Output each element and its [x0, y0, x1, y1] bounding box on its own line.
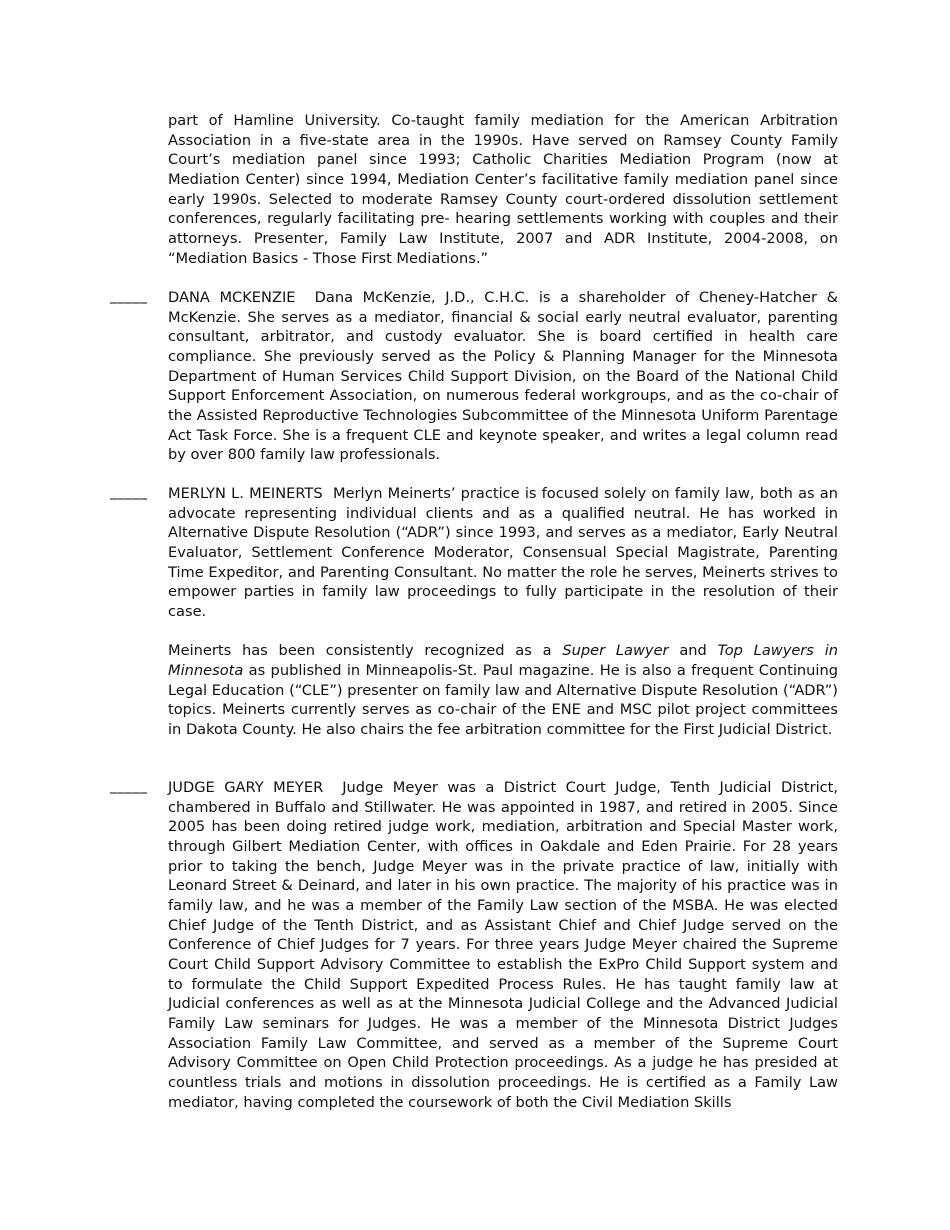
bio-body: Merlyn Meinerts’ practice is focused solely on family law, both as an advocate representing individual clients and as a qualified neutral. He has worked in Alternative Dispute Resolution (“ADR”) since 1993, and serves as a mediator, Early Neutral Evaluator, Settlement Conference Moderator, Consensual Special Magistrate, Parenting Time Expeditor, and Parenting Consultant. No matter the role he serves, Meinerts strives to empower parties in family law proceedings to fully participate in the resolution of their case. [168, 485, 838, 620]
continuation-entry [168, 111, 838, 268]
bio-body: Dana McKenzie, J.D., C.H.C. is a shareholder of Cheney-Hatcher & McKenzie. She serves as a mediator, financial & social early neutral evaluator, parenting consultant, arbitrator, and custody evaluator. She is board certified in health care compliance. She previously served as the Policy & Planning Manager for the Minnesota Department of Human Services Child Support Division, on the Board of the National Child Support Enforcement Association, on numerous federal workgroups, and as the co-chair of the Assisted Reproductive Technologies Subcommittee of the Minnesota Uniform Parentage Act Task Force. She is a frequent CLE and keynote speaker, and writes a legal column read by over 800 family law professionals. [168, 289, 838, 464]
mediator-name: MERLYN L. MEINERTS [168, 485, 323, 502]
bio-body: Judge Meyer was a District Court Judge, Tenth Judicial District, chambered in Buffalo and Stillwater. He was appointed in 1987, and retired in 2005. Since 2005 has been doing retired judge work, mediation, arbitration and Special Master work, through Gilbert Mediation Center, with offices in Oakdale and Eden Prairie. For 28 years prior to taking the bench, Judge Meyer was in the private practice of law, initially with Leonard Street & Deinard, and later in his own practice. The majority of his practice was in family law, and he was a member of the Family Law section of the MSBA. He was elected Chief Judge of the Tenth District, and as Assistant Chief and Chief Judge served on the Conference of Chief Judges for 7 years. For three years Judge Meyer chaired the Supreme Court Child Support Advisory Committee to establish the ExPro Child Support system and to formulate the Child Support Expedited Process Rules. He has taught family law at Judicial conferences as well as at the Minnesota Judicial College and the Advanced Judicial Family Law seminars for Judges. He was a member of the Minnesota District Judges Association Family Law Committee, and served as a member of the Supreme Court Advisory Committee on Open Child Protection proceedings. As a judge he has presided at countless trials and motions in dissolution proceedings. He is certified as a Family Law mediator, having completed the coursework of both the Civil Mediation Skills [168, 779, 839, 1111]
checkbox-blank-line: _____ [110, 288, 148, 304]
bio-text [168, 288, 838, 465]
super-lawyer-title: Super Lawyer [562, 642, 669, 660]
top-lawyers-title: Top Lawyers in Minnesota [168, 642, 839, 679]
bio-paragraph-2: Meinerts has been consistently recognized as a Super Lawyer and Top Lawyers in Minnesota as published in Minneapolis-St. Paul magazine. He is also a frequent Continuing Legal Education (“CLE”) presenter on family law and Alternative Dispute Resolution (“ADR”) topics. Meinerts currently serves as co-chair of the ENE and MSC pilot project committees in Dakota County. He also chairs the fee arbitration committee for the First Judicial District. [168, 642, 839, 738]
checkbox-blank-line: _____ [110, 484, 148, 500]
entry-meinerts [110, 484, 839, 740]
bio-text [168, 484, 838, 622]
entry-mckenzie [110, 288, 838, 465]
mediator-name: DANA MCKENZIE [168, 289, 296, 306]
bio-text [168, 778, 838, 1112]
mediator-name: JUDGE GARY MEYER [168, 779, 324, 796]
continuation-text: part of Hamline University. Co-taught family mediation for the American Arbitration Association in a five-state area in the 1990s. Have served on Ramsey County Family Court’s mediation panel since 1993; Catholic Charities Mediation Program (now at Mediation Center) since 1994, Mediation Center’s facilitative family mediation panel since early 1990s. Selected to moderate Ramsey County court-ordered dissolution settlement conferences, regularly facilitating pre- hearing settlements working with couples and their attorneys. Presenter, Family Law Institute, 2007 and ADR Institute, 2004-2008, on “Mediation Basics - Those First Mediations.” [168, 112, 838, 267]
entry-meyer [110, 778, 839, 1112]
checkbox-blank-line: _____ [110, 778, 148, 794]
